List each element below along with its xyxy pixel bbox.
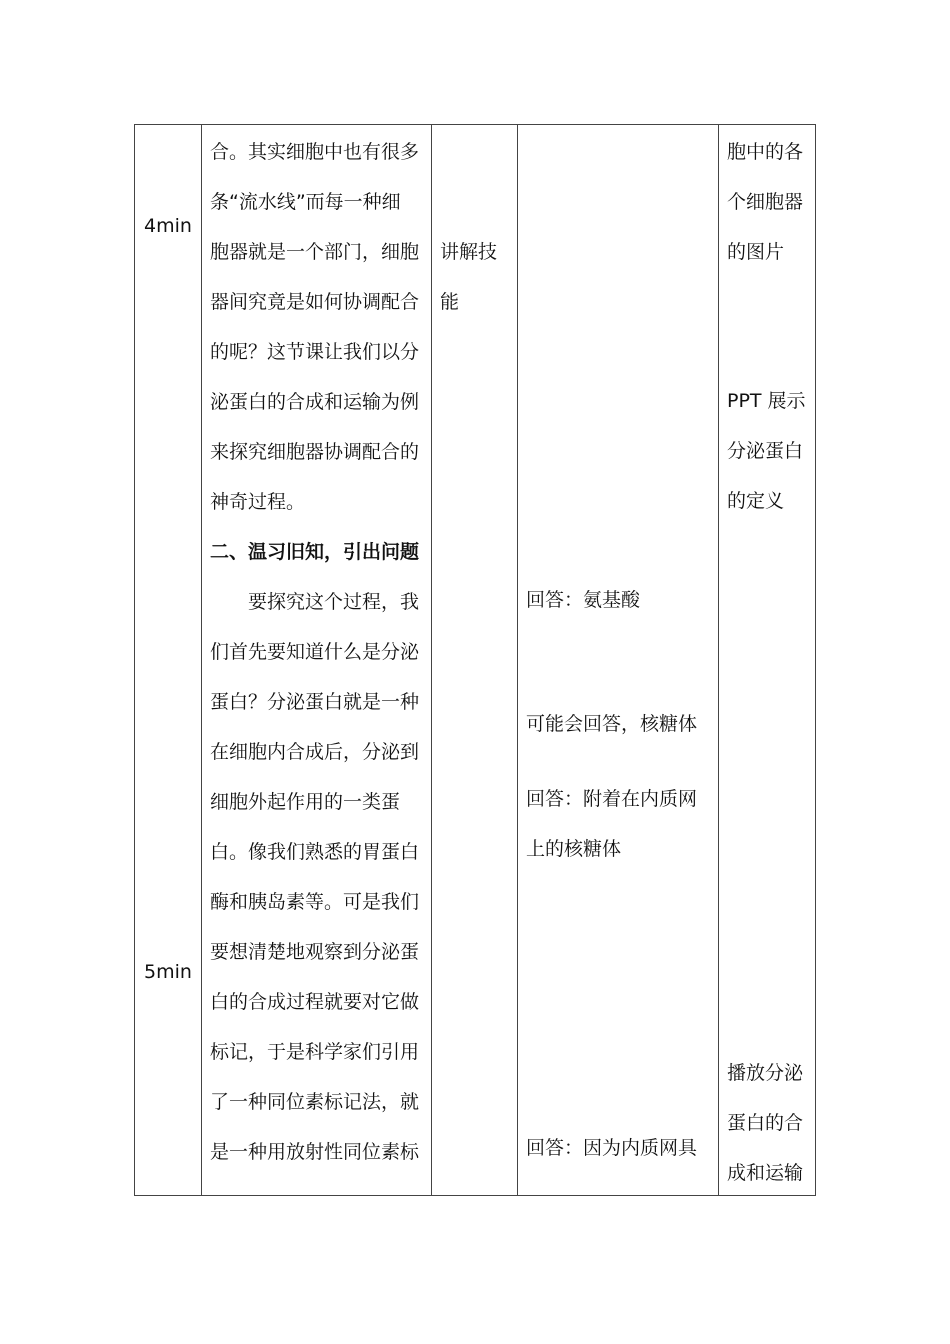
content-line: 泌蛋白的合成和运输为例 xyxy=(210,391,420,413)
student-answer: 回答：因为内质网具 xyxy=(526,1137,698,1159)
media-line: 的定义 xyxy=(727,490,785,512)
content-line: 蛋白？分泌蛋白就是一种 xyxy=(210,691,420,713)
media-line: 个细胞器 xyxy=(727,191,804,213)
content-line: 细胞外起作用的一类蛋 xyxy=(210,791,401,813)
content-line: 是一种用放射性同位素标 xyxy=(210,1141,420,1163)
skill-line: 讲解技 xyxy=(440,241,498,263)
content-line: 要探究这个过程，我 xyxy=(210,591,420,613)
student-answer xyxy=(526,774,697,874)
media-note xyxy=(727,127,803,277)
media-line: 播放分泌 xyxy=(727,1062,804,1084)
skill-line: 能 xyxy=(440,291,460,313)
teaching-content xyxy=(210,127,419,1177)
content-line: 白。像我们熟悉的胃蛋白 xyxy=(210,841,420,863)
media-line: 胞中的各 xyxy=(727,141,804,163)
content-line: 器间究竟是如何协调配合 xyxy=(210,291,420,313)
column-divider xyxy=(431,125,432,1195)
media-note xyxy=(727,376,806,526)
content-line: 的呢？这节课让我们以分 xyxy=(210,341,420,363)
content-line: 来探究细胞器协调配合的 xyxy=(210,441,420,463)
teaching-skill xyxy=(440,227,497,327)
column-divider xyxy=(718,125,719,1195)
time-cell-5min: 5min xyxy=(144,961,192,983)
media-line: PPT 展示 xyxy=(727,390,806,412)
content-line: 合。其实细胞中也有很多 xyxy=(210,141,420,163)
content-line: 标记，于是科学家们引用 xyxy=(210,1041,420,1063)
column-divider xyxy=(517,125,518,1195)
content-line: 们首先要知道什么是分泌 xyxy=(210,641,420,663)
student-answer: 回答：氨基酸 xyxy=(526,589,641,611)
content-line: 酶和胰岛素等。可是我们 xyxy=(210,891,420,913)
section-heading: 二、温习旧知，引出问题 xyxy=(210,541,420,563)
media-line: 成和运输 xyxy=(727,1162,804,1184)
content-line: 要想清楚地观察到分泌蛋 xyxy=(210,941,420,963)
media-line: 的图片 xyxy=(727,241,785,263)
lesson-plan-table xyxy=(134,124,816,1196)
media-line: 分泌蛋白 xyxy=(727,440,804,462)
student-answer: 可能会回答，核糖体 xyxy=(526,713,698,735)
content-line: 在细胞内合成后，分泌到 xyxy=(210,741,420,763)
column-divider xyxy=(201,125,202,1195)
content-line: 条“流水线”而每一种细 xyxy=(210,191,401,213)
content-line: 白的合成过程就要对它做 xyxy=(210,991,420,1013)
content-line: 神奇过程。 xyxy=(210,491,306,513)
answer-line: 回答：附着在内质网 xyxy=(526,788,698,810)
content-line: 了一种同位素标记法，就 xyxy=(210,1091,420,1113)
media-line: 蛋白的合 xyxy=(727,1112,804,1134)
answer-line: 上的核糖体 xyxy=(526,838,622,860)
time-cell-4min: 4min xyxy=(144,215,192,237)
content-line: 胞器就是一个部门，细胞 xyxy=(210,241,420,263)
media-note xyxy=(727,1048,803,1198)
